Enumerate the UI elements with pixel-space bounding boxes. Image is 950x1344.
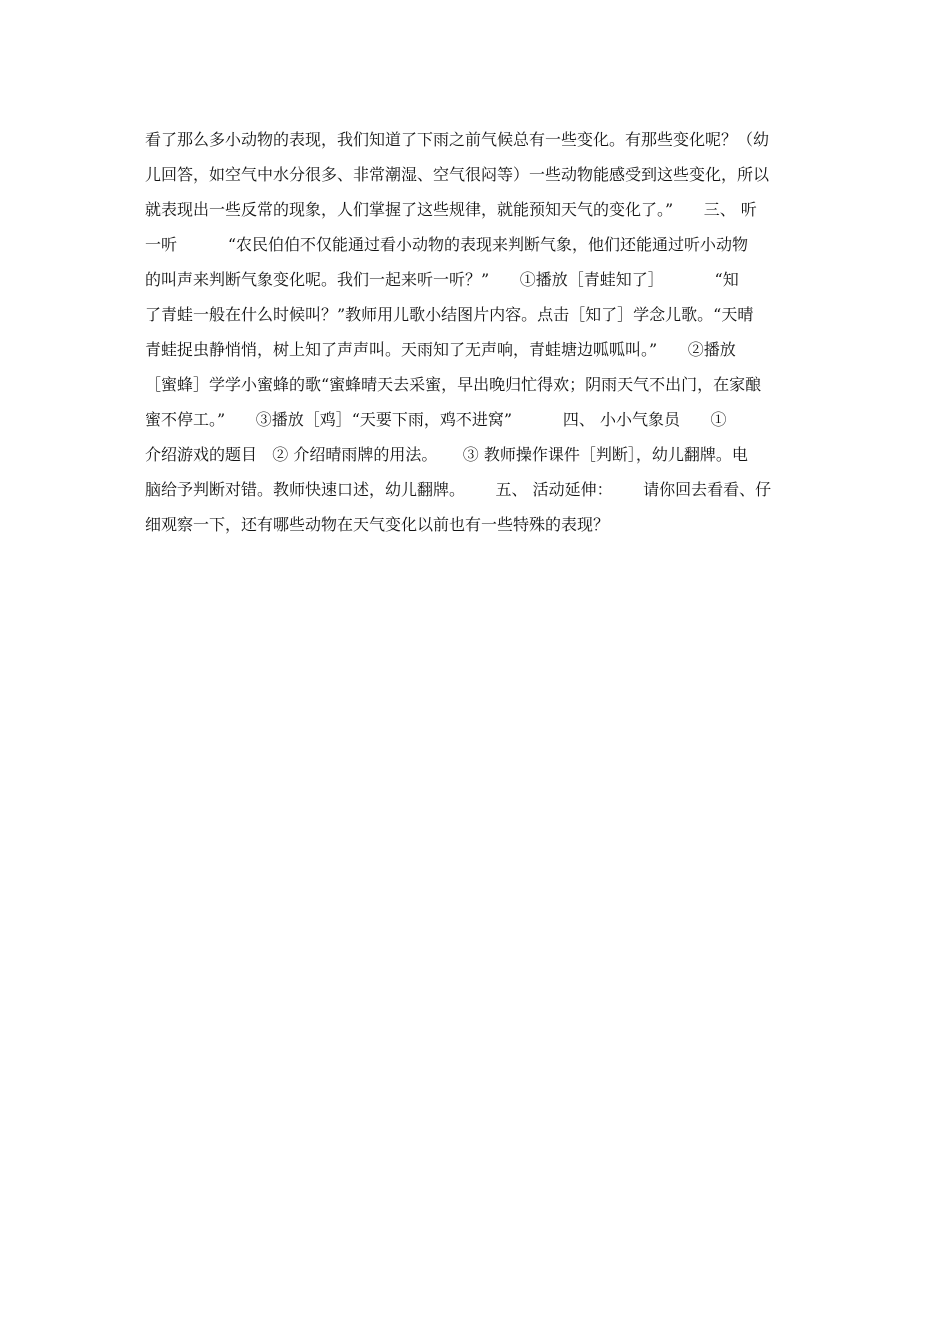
- text-line-11: 脑给予判断对错。教师快速口述，幼儿翻牌。 五、 活动延伸： 请你回去看看、仔: [145, 480, 772, 499]
- text-line-1: 看了那么多小动物的表现，我们知道了下雨之前气候总有一些变化。有那些变化呢？（幼: [145, 130, 770, 149]
- text-line-4: 一听 “农民伯伯不仅能通过看小动物的表现来判断气象，他们还能通过听小动物: [145, 235, 749, 254]
- text-line-5: 的叫声来判断气象变化呢。我们一起来听一听？” ①播放［青蛙知了］ “知: [145, 270, 739, 289]
- text-line-9: 蜜不停工。” ③播放［鸡］“天要下雨，鸡不进窝” 四、 小小气象员 ①: [145, 410, 727, 429]
- document-body: [145, 122, 807, 542]
- text-line-2: 儿回答，如空气中水分很多、非常潮湿、空气很闷等）一些动物能感受到这些变化，所以: [145, 165, 770, 184]
- text-line-10: 介绍游戏的题目 ② 介绍晴雨牌的用法。 ③ 教师操作课件［判断］，幼儿翻牌。电: [145, 445, 748, 464]
- text-line-8: ［蜜蜂］学学小蜜蜂的歌“蜜蜂晴天去采蜜，早出晚归忙得欢；阴雨天气不出门，在家酿: [145, 375, 762, 394]
- text-line-6: 了青蛙一般在什么时候叫？”教师用儿歌小结图片内容。点击［知了］学念儿歌。“天晴: [145, 305, 754, 324]
- text-line-12: 细观察一下，还有哪些动物在天气变化以前也有一些特殊的表现？: [145, 515, 610, 534]
- text-line-3: 就表现出一些反常的现象，人们掌握了这些规律，就能预知天气的变化了。” 三、 听: [145, 200, 757, 219]
- text-line-7: 青蛙捉虫静悄悄，树上知了声声叫。天雨知了无声响，青蛙塘边呱呱叫。” ②播放: [145, 340, 736, 359]
